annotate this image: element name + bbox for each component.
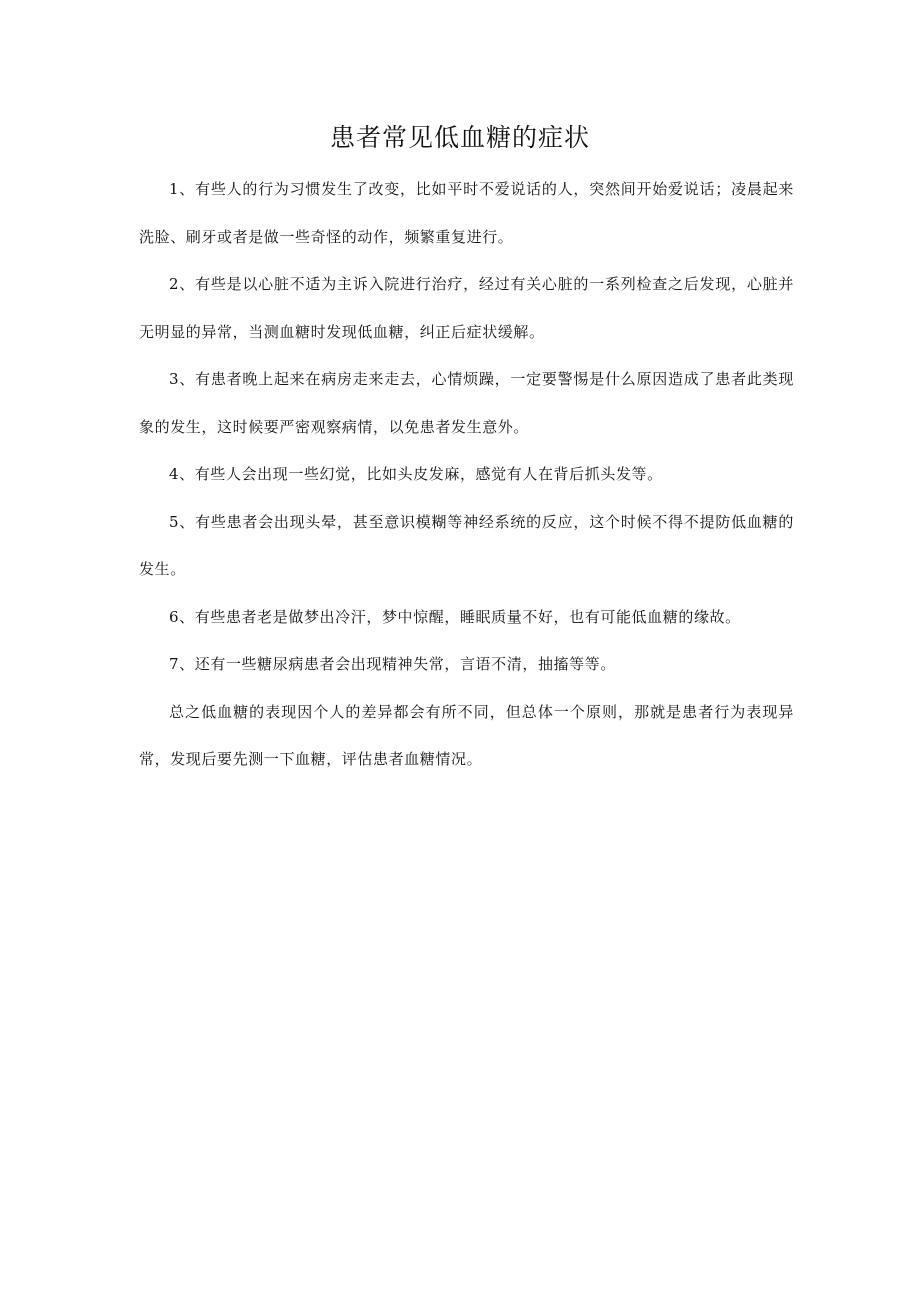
document-title: 患者常见低血糖的症状 (329, 123, 590, 152)
paragraph-4: 4、有些人会出现一些幻觉，比如头皮发麻，感觉有人在背后抓头发等。 (169, 465, 663, 483)
document-body (139, 166, 794, 784)
paragraph-summary: 总之低血糖的表现因个人的差异都会有所不同，但总体一个原则，那就是患者行为表现异常，发现后要先测一下血糖，评估患者血糖情况。 (139, 702, 794, 768)
paragraph-1: 1、有些人的行为习惯发生了改变，比如平时不爱说话的人，突然间开始爱说话；凌晨起来洗脸、刷牙或者是做一些奇怪的动作，频繁重复进行。 (139, 180, 794, 246)
paragraph-3: 3、有患者晚上起来在病房走来走去，心情烦躁，一定要警惕是什么原因造成了患者此类现象的发生，这时候要严密观察病情，以免患者发生意外。 (139, 370, 794, 436)
paragraph-5: 5、有些患者会出现头晕，甚至意识模糊等神经系统的反应，这个时候不得不提防低血糖的发生。 (139, 512, 794, 578)
paragraph-7: 7、还有一些糖尿病患者会出现精神失常，言语不清，抽搐等等。 (169, 655, 616, 673)
paragraph-6: 6、有些患者老是做梦出冷汗，梦中惊醒，睡眠质量不好，也有可能低血糖的缘故。 (169, 607, 741, 626)
paragraph-2: 2、有些是以心脏不适为主诉入院进行治疗，经过有关心脏的一系列检查之后发现，心脏并无明显的异常，当测血糖时发现低血糖，纠正后症状缓解。 (139, 275, 794, 341)
